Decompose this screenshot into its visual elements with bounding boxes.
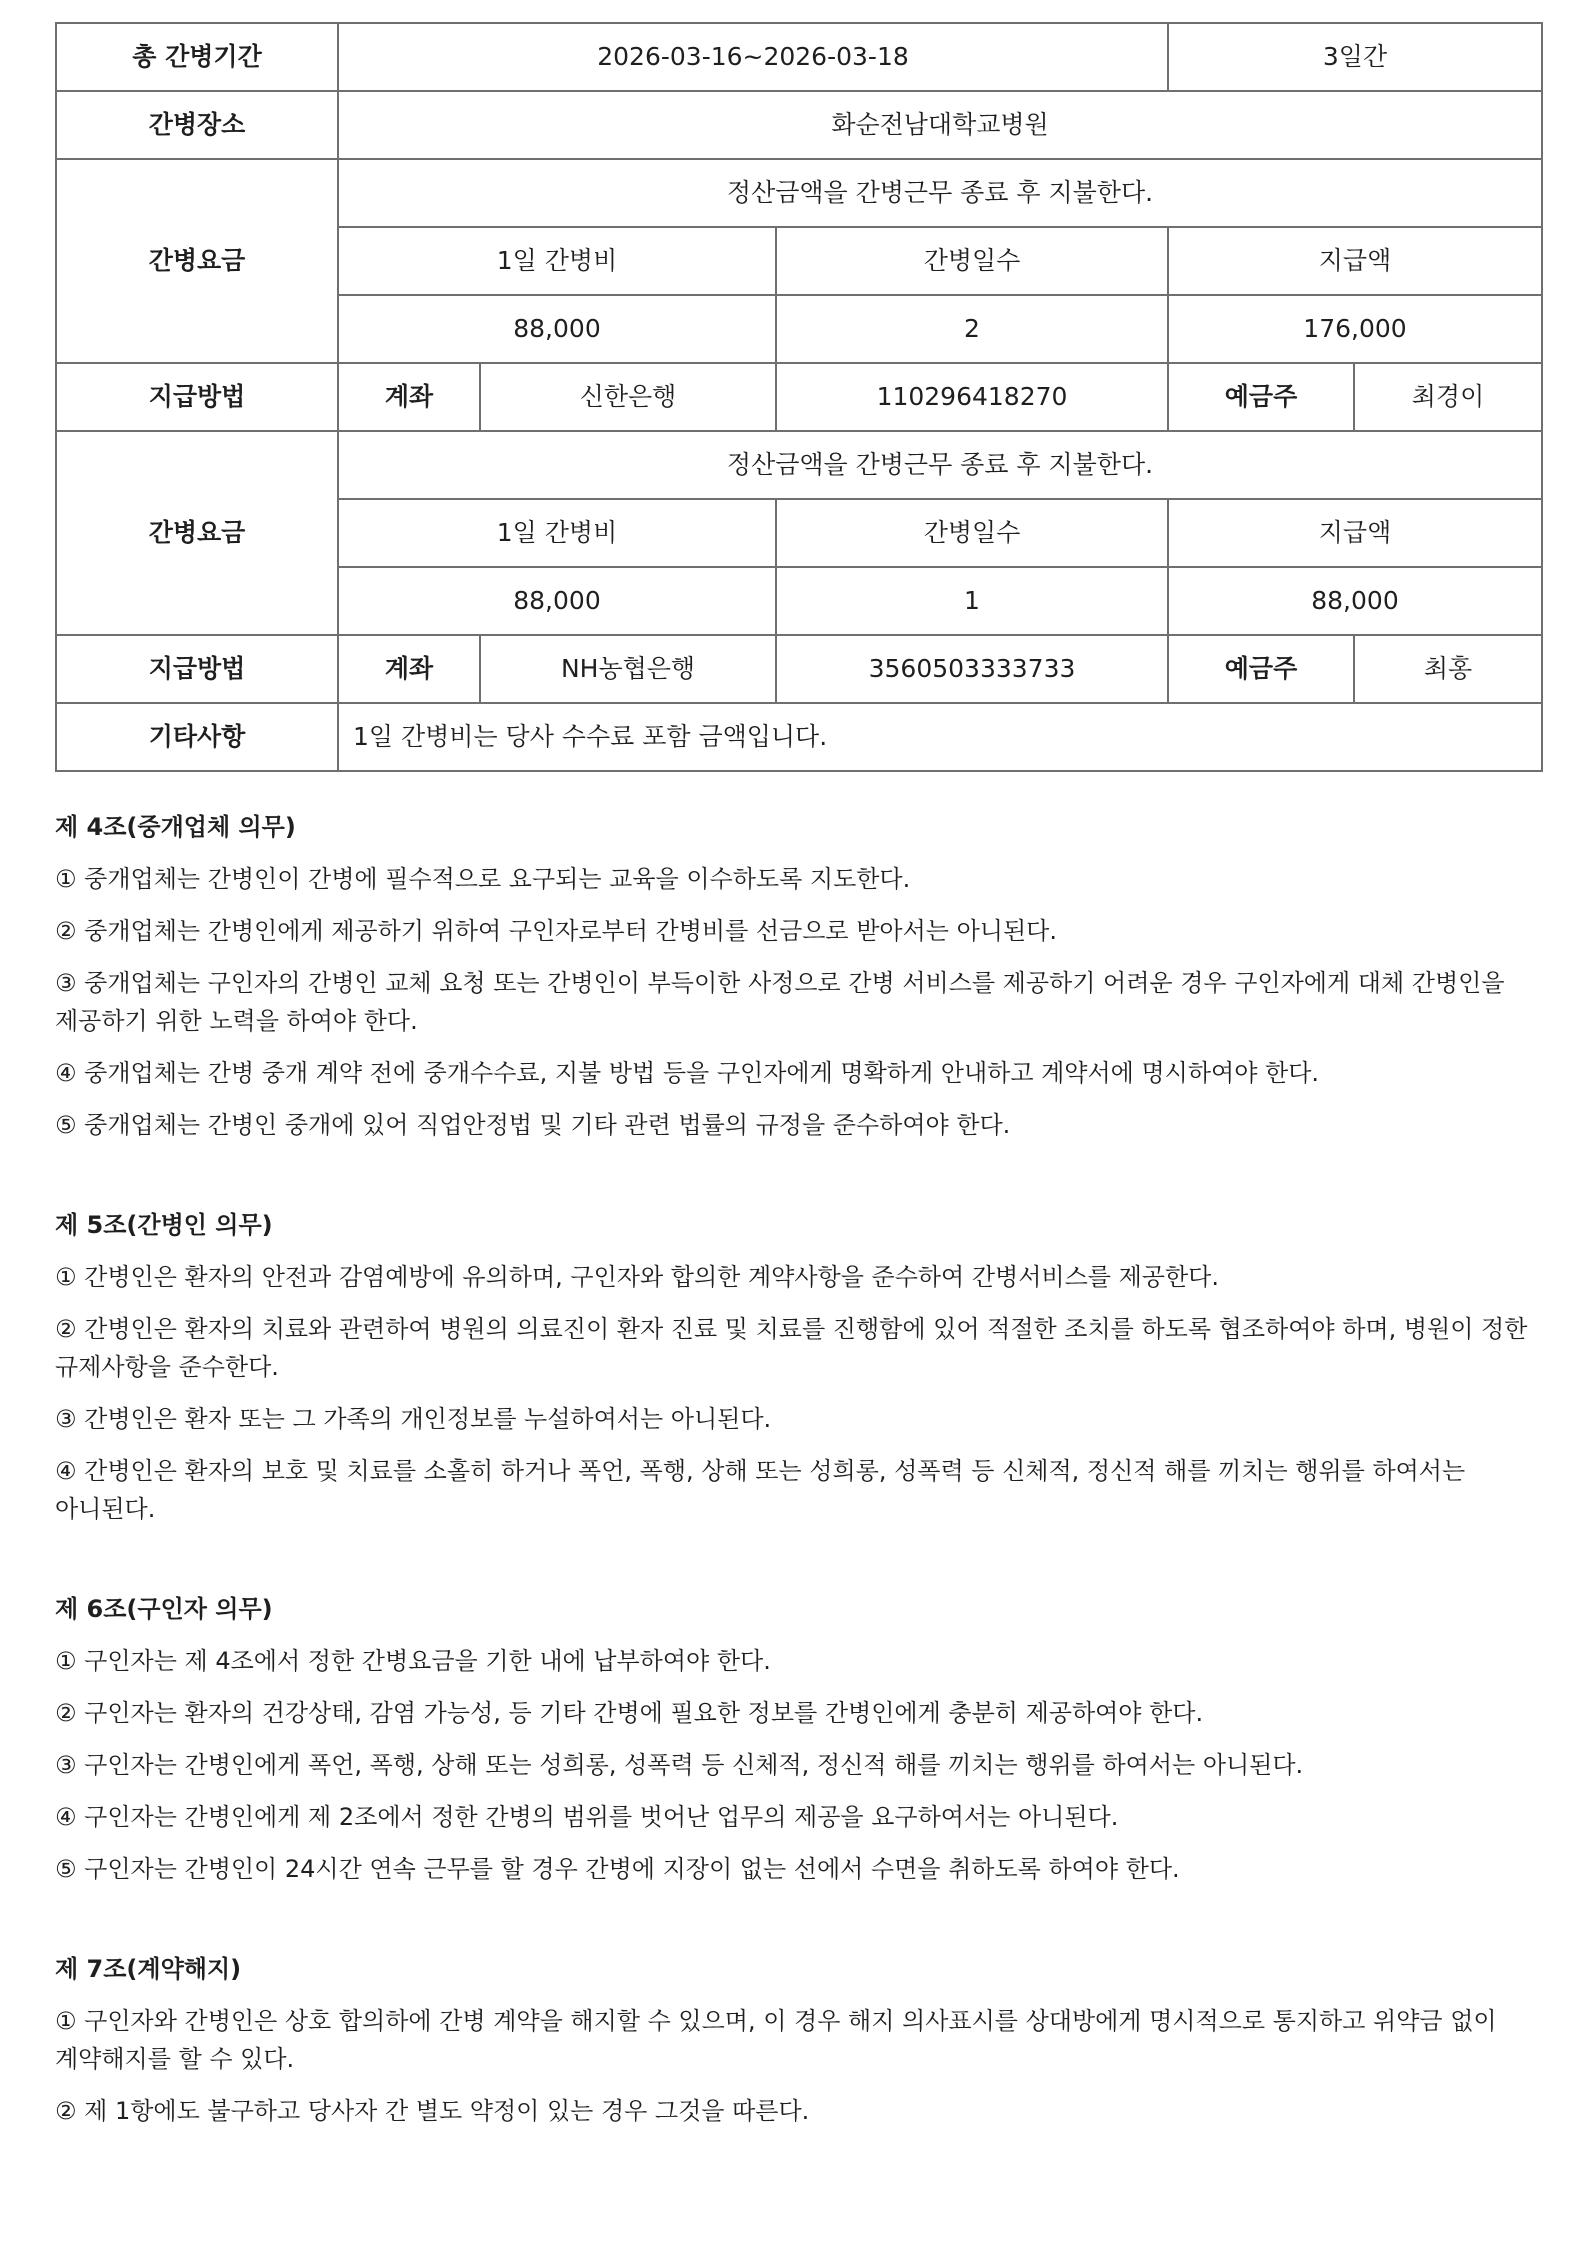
fee-note: 정산금액을 간병근무 종료 후 지불한다. [338, 431, 1542, 499]
payment-row [56, 635, 1542, 703]
article-7 [55, 1950, 1533, 2130]
fee-col-days: 간병일수 [776, 499, 1168, 567]
article-item: ③ 구인자는 간병인에게 폭언, 폭행, 상해 또는 성희롱, 성폭력 등 신체적, 정신적 해를 끼치는 행위를 하여서는 아니된다. [55, 1751, 1304, 1779]
bank-name: 신한은행 [480, 363, 776, 431]
fee-col-amount: 지급액 [1168, 499, 1542, 567]
article-item: ④ 구인자는 간병인에게 제 2조에서 정한 간병의 범위를 벗어난 업무의 제공을 요구하여서는 아니된다. [55, 1803, 1119, 1831]
article-item: ① 중개업체는 간병인이 간병에 필수적으로 요구되는 교육을 이수하도록 지도한다. [55, 865, 911, 893]
fee-amount: 88,000 [1168, 567, 1542, 635]
fee-daily: 88,000 [338, 567, 776, 635]
period-dates: 2026-03-16~2026-03-18 [338, 23, 1168, 91]
place-value: 화순전남대학교병원 [338, 91, 1542, 159]
article-item: ④ 중개업체는 간병 중개 계약 전에 중개수수료, 지불 방법 등을 구인자에게 명확하게 안내하고 계약서에 명시하여야 한다. [55, 1059, 1320, 1087]
etc-label: 기타사항 [56, 703, 338, 771]
payment-label: 지급방법 [56, 635, 338, 703]
article-item: ⑤ 구인자는 간병인이 24시간 연속 근무를 할 경우 간병에 지장이 없는 선에서 수면을 취하도록 하여야 한다. [55, 1855, 1180, 1883]
article-5 [55, 1206, 1533, 1528]
payment-label: 지급방법 [56, 363, 338, 431]
period-row [56, 23, 1542, 91]
article-item: ⑤ 중개업체는 간병인 중개에 있어 직업안정법 및 기타 관련 법률의 규정을 준수하여야 한다. [55, 1111, 1011, 1139]
fee-amount: 176,000 [1168, 295, 1542, 363]
period-days: 3일간 [1168, 23, 1542, 91]
account-label: 계좌 [338, 363, 480, 431]
fee-col-daily: 1일 간병비 [338, 499, 776, 567]
etc-row [56, 703, 1542, 771]
article-4 [55, 808, 1533, 1144]
article-item: ② 제 1항에도 불구하고 당사자 간 별도 약정이 있는 경우 그것을 따른다. [55, 2097, 810, 2125]
holder-label: 예금주 [1168, 635, 1354, 703]
holder-name: 최경이 [1354, 363, 1542, 431]
article-title: 제 7조(계약해지) [55, 1955, 242, 1983]
period-label: 총 간병기간 [56, 23, 338, 91]
payment-row [56, 363, 1542, 431]
care-contract-table [55, 22, 1543, 772]
article-item: ① 구인자는 제 4조에서 정한 간병요금을 기한 내에 납부하여야 한다. [55, 1647, 771, 1675]
fee-note-row [56, 159, 1542, 227]
article-title: 제 4조(중개업체 의무) [55, 813, 296, 841]
bank-name: NH농협은행 [480, 635, 776, 703]
article-item: ② 구인자는 환자의 건강상태, 감염 가능성, 등 기타 간병에 필요한 정보를 간병인에게 충분히 제공하여야 한다. [55, 1699, 1204, 1727]
etc-value: 1일 간병비는 당사 수수료 포함 금액입니다. [338, 703, 1542, 771]
article-item: ① 간병인은 환자의 안전과 감염예방에 유의하며, 구인자와 합의한 계약사항을 준수하여 간병서비스를 제공한다. [55, 1263, 1219, 1291]
account-number: 3560503333733 [776, 635, 1168, 703]
place-row [56, 91, 1542, 159]
fee-daily: 88,000 [338, 295, 776, 363]
fee-col-amount: 지급액 [1168, 227, 1542, 295]
place-label: 간병장소 [56, 91, 338, 159]
holder-label: 예금주 [1168, 363, 1354, 431]
fee-note: 정산금액을 간병근무 종료 후 지불한다. [338, 159, 1542, 227]
article-item: ④ 간병인은 환자의 보호 및 치료를 소홀히 하거나 폭언, 폭행, 상해 또는 성희롱, 성폭력 등 신체적, 정신적 해를 끼치는 행위를 하여서는 아니된다. [55, 1457, 1466, 1523]
article-item: ① 구인자와 간병인은 상호 합의하에 간병 계약을 해지할 수 있으며, 이 경우 해지 의사표시를 상대방에게 명시적으로 통지하고 위약금 없이 계약해지를 할 수 있다. [55, 2007, 1497, 2073]
article-6 [55, 1590, 1533, 1888]
article-item: ② 간병인은 환자의 치료와 관련하여 병원의 의료진이 환자 진료 및 치료를 진행함에 있어 적절한 조치를 하도록 협조하여야 하며, 병원이 정한 규제사항을 준수한다. [55, 1315, 1528, 1381]
fee-col-daily: 1일 간병비 [338, 227, 776, 295]
article-item: ③ 간병인은 환자 또는 그 가족의 개인정보를 누설하여서는 아니된다. [55, 1405, 772, 1433]
fee-col-days: 간병일수 [776, 227, 1168, 295]
article-title: 제 5조(간병인 의무) [55, 1211, 273, 1239]
fee-days: 2 [776, 295, 1168, 363]
article-item: ② 중개업체는 간병인에게 제공하기 위하여 구인자로부터 간병비를 선금으로 받아서는 아니된다. [55, 917, 1057, 945]
account-label: 계좌 [338, 635, 480, 703]
holder-name: 최홍 [1354, 635, 1542, 703]
fee-label: 간병요금 [56, 431, 338, 635]
fee-days: 1 [776, 567, 1168, 635]
articles [55, 808, 1533, 2130]
article-item: ③ 중개업체는 구인자의 간병인 교체 요청 또는 간병인이 부득이한 사정으로 간병 서비스를 제공하기 어려운 경우 구인자에게 대체 간병인을 제공하기 위한 노력을 하여야 한다. [55, 969, 1505, 1035]
fee-label: 간병요금 [56, 159, 338, 363]
account-number: 110296418270 [776, 363, 1168, 431]
fee-note-row [56, 431, 1542, 499]
article-title: 제 6조(구인자 의무) [55, 1595, 273, 1623]
